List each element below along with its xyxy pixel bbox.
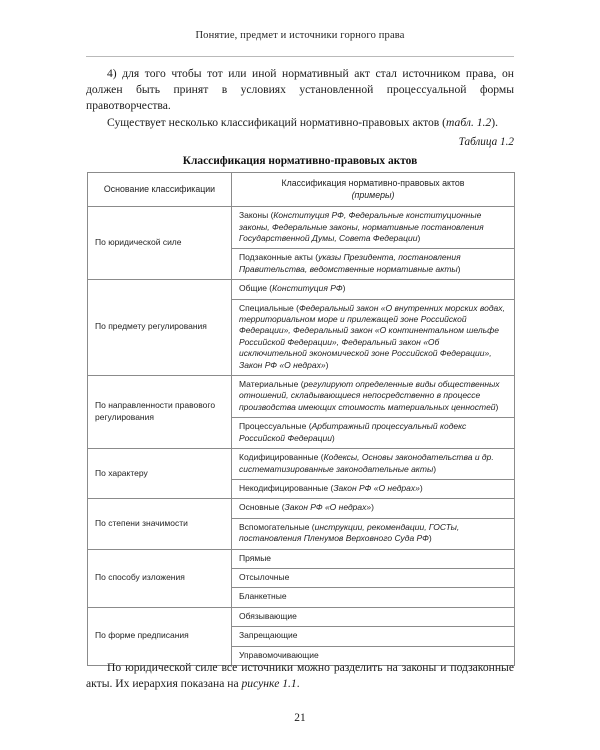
example-tail: )	[419, 482, 423, 493]
table-cross-reference: табл. 1.2	[446, 115, 492, 129]
intro-paragraph-2-lead: Существует несколько классификаций нормативно-правовых актов (	[107, 115, 447, 129]
example-italic: инструкции, рекомендации, ГОСТы, постановления Пленумов Верховного Суда РФ	[239, 521, 460, 544]
table-row	[88, 549, 515, 568]
table-row	[88, 376, 515, 418]
table-number-label: Таблица 1.2	[458, 136, 514, 148]
table-cell-example	[232, 207, 515, 249]
example-lead: Материальные (	[239, 379, 304, 390]
table-cell-example	[232, 518, 515, 549]
example-tail: )	[433, 463, 437, 474]
table-header-classification-sub: (примеры)	[351, 189, 395, 200]
table-row	[88, 449, 515, 480]
example-italic: указы Президента, постановления Правительства, ведомственные нормативные акты	[239, 252, 461, 274]
example-lead: Прямые	[239, 552, 272, 563]
table-cell-example	[232, 449, 515, 480]
table-cell-example	[232, 549, 515, 568]
intro-text-block	[86, 66, 514, 131]
table-cell-example	[232, 299, 515, 375]
table-row	[88, 207, 515, 249]
table-cell-example	[232, 568, 515, 587]
example-italic: Закон РФ «О недрах»	[333, 482, 420, 493]
example-italic: Федеральный закон «О внутренних морских водах, территориальном море и прилежащей зоне Российской Федерации», Федеральный закон «О континентальном шельфе Российской Федерации», Федеральный закон «Об исключительной экономической зоне Российской Федерации», Закон РФ «О недрах»	[239, 302, 505, 370]
example-tail: )	[457, 263, 461, 274]
example-tail: )	[371, 502, 374, 513]
example-italic: Закон РФ «О недрах»	[284, 502, 372, 513]
example-lead: Управомочивающие	[239, 649, 319, 660]
table-row	[88, 607, 515, 626]
table-cell-example	[232, 479, 515, 498]
table-cell-basis: По характеру	[88, 449, 232, 499]
example-lead: Законы (	[239, 210, 274, 221]
example-lead: Специальные (	[239, 302, 299, 313]
example-lead: Подзаконные акты (	[239, 252, 319, 263]
table-cell-example	[232, 280, 515, 299]
table-cell-example	[232, 627, 515, 646]
example-italic: Кодексы, Основы законодательства и др. систематизированные законодательные акты	[239, 452, 494, 474]
example-italic: регулируют определенные виды общественных отношений, складывающиеся непосредственно в процессе производства имеющих стоимость материальных ценностей	[239, 379, 500, 412]
example-lead: Обязывающие	[239, 610, 297, 621]
page-number: 21	[294, 712, 306, 724]
table-cell-basis: По предмету регулирования	[88, 280, 232, 376]
example-lead: Кодифицированные (	[239, 452, 324, 463]
example-lead: Бланкетные	[239, 591, 287, 602]
table-cell-example	[232, 588, 515, 607]
example-lead: Запрещающие	[239, 630, 298, 641]
table-header-classification-main: Классификация нормативно-правовых актов	[281, 178, 465, 188]
example-tail: )	[495, 401, 499, 412]
table-head	[88, 173, 515, 207]
intro-paragraph-1: 4) для того чтобы тот или иной нормативный акт стал источником права, он должен быть принят в условиях установленной процессуальной формы правотворчества.	[86, 67, 514, 113]
example-tail: )	[342, 283, 346, 294]
table-cell-basis: По способу изложения	[88, 549, 232, 607]
example-lead: Вспомогательные (	[239, 521, 315, 532]
table-cell-example	[232, 249, 515, 280]
table-cell-example	[232, 607, 515, 626]
table-body	[88, 207, 515, 666]
example-tail: )	[417, 233, 421, 243]
example-lead: Процессуальные (	[239, 421, 312, 432]
table-cell-example	[232, 499, 515, 518]
example-lead: Некодифицированные (	[239, 482, 334, 493]
example-lead: Отсылочные	[239, 571, 290, 582]
classification-table-wrapper	[87, 172, 514, 666]
table-cell-example	[232, 418, 515, 449]
table-cell-example	[232, 376, 515, 418]
table-cell-basis: По форме предписания	[88, 607, 232, 665]
closing-paragraph-lead: По юридической силе все источники можно разделить на законы и подзаконные акты. Их иерархия показана на	[86, 661, 514, 691]
example-tail: )	[331, 432, 335, 443]
example-lead: Общие (	[239, 283, 273, 294]
table-header-classification	[232, 173, 515, 207]
example-tail: )	[325, 359, 329, 370]
table-header-basis: Основание классификации	[88, 173, 232, 207]
header-divider	[86, 56, 514, 57]
table-row	[88, 499, 515, 518]
intro-paragraph-2-tail: ).	[491, 115, 498, 129]
table-cell-basis: По степени значимости	[88, 499, 232, 549]
classification-table	[87, 172, 515, 666]
figure-cross-reference: рисунке 1.1	[241, 677, 297, 691]
table-cell-basis: По направленности правового регулирования	[88, 376, 232, 449]
example-italic: Арбитражный процессуальный кодекс Российской Федерации	[239, 421, 467, 443]
example-italic: Конституция РФ, Федеральные конституционные законы, Федеральные законы, нормативные постановления Государственной Думы, Совета Федерации	[239, 210, 484, 243]
closing-paragraph-tail: .	[296, 677, 300, 691]
example-italic: Конституция РФ	[272, 283, 343, 294]
example-lead: Основные (	[239, 502, 285, 513]
closing-text-block	[86, 660, 514, 692]
example-tail: )	[428, 533, 432, 544]
closing-paragraph	[86, 660, 514, 692]
table-cell-basis: По юридической силе	[88, 207, 232, 280]
running-head: Понятие, предмет и источники горного права	[195, 30, 405, 41]
table-header-row	[88, 173, 515, 207]
table-title: Классификация нормативно-правовых актов	[182, 155, 418, 167]
table-row	[88, 280, 515, 299]
intro-paragraph-2	[86, 115, 514, 131]
